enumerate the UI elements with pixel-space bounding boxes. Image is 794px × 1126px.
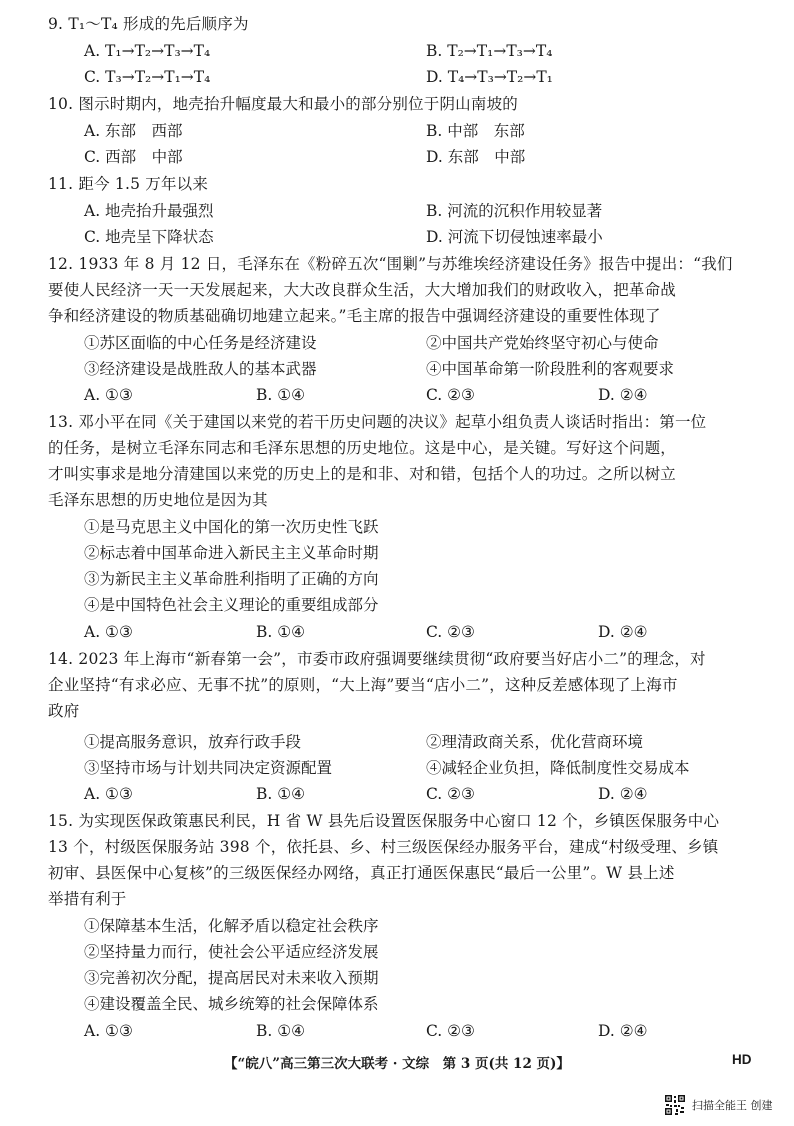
q13-stem-line: 的任务，是树立毛泽东同志和毛泽东思想的历史地位。这是中心，是关键。写好这个问题， [48,439,677,457]
q13-statement-2: ②标志着中国革命进入新民主主义革命时期 [84,544,379,562]
q13-stem-line: 13. 邓小平在同《关于建国以来党的若干历史问题的决议》起草小组负责人谈话时指出：第一位 [48,413,707,431]
q9-option-a: A. T₁→T₂→T₃→T₄ [84,42,211,60]
q11-option-c: C. 地壳呈下降状态 [84,228,214,246]
q11-option-a: A. 地壳抬升最强烈 [84,202,214,220]
q9-option-b: B. T₂→T₁→T₃→T₄ [426,42,553,60]
q15-option-b: B. ①④ [256,1022,306,1040]
watermark-label: 扫描全能王 创建 [692,1099,773,1112]
q15-stem-line: 13 个，村级医保服务站 398 个，依托县、乡、村三级医保经办服务平台，建成“村级受理、乡镇 [48,838,719,856]
q15-stem-line: 举措有利于 [48,890,127,908]
q15-statement-2: ②坚持量力而行，使社会公平适应经济发展 [84,943,379,961]
q13-option-c: C. ②③ [426,623,475,641]
q13-option-a: A. ①③ [84,623,133,641]
q11-stem: 11. 距今 1.5 万年以来 [48,175,209,193]
q12-stem-line: 要使人民经济一天一天发展起来，大大改良群众生活，大大增加我们的财政收入，把革命战 [48,281,677,299]
q15-statement-3: ③完善初次分配，提高居民对未来收入预期 [84,969,379,987]
q15-option-a: A. ①③ [84,1022,133,1040]
q14-statement-2: ②理清政商关系，优化营商环境 [426,733,644,751]
q12-statement-1: ①苏区面临的中心任务是经济建设 [84,334,317,352]
q13-statement-3: ③为新民主主义革命胜利指明了正确的方向 [84,570,379,588]
q15-option-c: C. ②③ [426,1022,475,1040]
q14-statement-1: ①提高服务意识，放弃行政手段 [84,733,302,751]
q10-option-a: A. 东部 西部 [84,122,183,140]
q13-stem-line: 毛泽东思想的历史地位是因为其 [48,491,268,509]
q14-statement-3: ③坚持市场与计划共同决定资源配置 [84,759,333,777]
q10-option-b: B. 中部 东部 [426,122,525,140]
q14-stem-line: 14. 2023 年上海市“新春第一会”，市委市政府强调要继续贯彻“政府要当好店小二”的理念，对 [48,650,706,668]
q12-option-b: B. ①④ [256,386,306,404]
q14-option-d: D. ②④ [598,785,648,803]
q12-statement-3: ③经济建设是战胜敌人的基本武器 [84,360,317,378]
q12-statement-2: ②中国共产党始终坚守初心与使命 [426,334,659,352]
q12-option-d: D. ②④ [598,386,648,404]
q14-statement-4: ④减轻企业负担，降低制度性交易成本 [426,759,690,777]
q13-statement-1: ①是马克思主义中国化的第一次历史性飞跃 [84,518,379,536]
q15-statement-1: ①保障基本生活，化解矛盾以稳定社会秩序 [84,917,379,935]
q14-option-b: B. ①④ [256,785,306,803]
page-footer: 【“皖八”高三第三次大联考 · 文综 第 3 页(共 12 页)】 [224,1056,570,1072]
q15-stem-line: 15. 为实现医保政策惠民利民，H 省 W 县先后设置医保服务中心窗口 12 个，乡镇医保服务中心 [48,812,720,830]
q10-option-d: D. 东部 中部 [426,148,526,166]
q10-option-c: C. 西部 中部 [84,148,183,166]
q12-stem-line: 12. 1933 年 8 月 12 日，毛泽东在《粉碎五次“围剿”与苏维埃经济建设任务》报告中提出：“我们 [48,255,733,273]
q15-stem-line: 初审、县医保中心复核”的三级医保经办网络，真正打通医保惠民“最后一公里”。W 县上述 [48,864,675,882]
q14-option-a: A. ①③ [84,785,133,803]
q9-option-c: C. T₃→T₂→T₁→T₄ [84,68,211,86]
q15-option-d: D. ②④ [598,1022,648,1040]
q9-stem: 9. T₁～T₄ 形成的先后顺序为 [48,15,249,33]
q11-option-b: B. 河流的沉积作用较显著 [426,202,603,220]
q13-stem-line: 才叫实事求是地分清建国以来党的历史上的是和非、对和错，包括个人的功过。之所以树立 [48,465,677,483]
q15-statement-4: ④建设覆盖全民、城乡统筹的社会保障体系 [84,995,379,1013]
q14-option-c: C. ②③ [426,785,475,803]
q12-option-a: A. ①③ [84,386,133,404]
q10-stem: 10. 图示时期内，地壳抬升幅度最大和最小的部分别位于阴山南坡的 [48,95,518,113]
q9-option-d: D. T₄→T₃→T₂→T₁ [426,68,553,86]
q12-statement-4: ④中国革命第一阶段胜利的客观要求 [426,360,675,378]
exam-code: HD [732,1052,752,1067]
q14-stem-line: 企业坚持“有求必应、无事不扰”的原则，“大上海”要当“店小二”，这种反差感体现了上海市 [48,676,678,694]
q12-stem-line: 争和经济建设的物质基础确切地建立起来。”毛主席的报告中强调经济建设的重要性体现了 [48,307,661,325]
qr-code-icon [664,1094,686,1116]
q12-option-c: C. ②③ [426,386,475,404]
q14-stem-line: 政府 [48,702,80,720]
q13-option-b: B. ①④ [256,623,306,641]
q11-option-d: D. 河流下切侵蚀速率最小 [426,228,603,246]
q13-option-d: D. ②④ [598,623,648,641]
q13-statement-4: ④是中国特色社会主义理论的重要组成部分 [84,596,379,614]
scanner-watermark [664,1094,773,1116]
